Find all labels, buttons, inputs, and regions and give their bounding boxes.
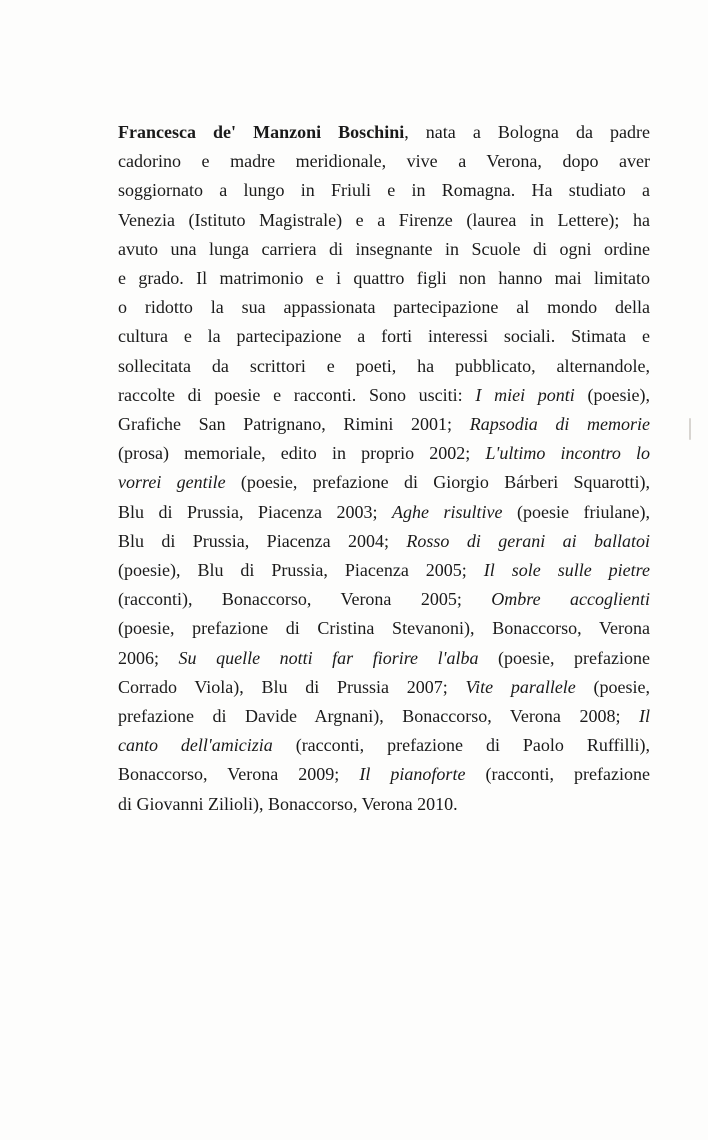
text-line bbox=[118, 468, 650, 497]
book-title: Il sole sulle pietre bbox=[483, 560, 650, 581]
body-text: (poesie, prefazione bbox=[478, 647, 650, 668]
text-line bbox=[118, 527, 650, 556]
book-title: canto dell'amicizia bbox=[118, 735, 273, 756]
book-title: Il pianoforte bbox=[359, 764, 466, 785]
body-text: prefazione di Davide Argnani), Bonaccorso, Verona 2008; bbox=[118, 706, 639, 727]
text-line bbox=[118, 731, 650, 760]
book-title: Rosso di gerani ai ballatoi bbox=[406, 530, 650, 551]
text-line bbox=[118, 352, 650, 381]
body-text: (poesie), Blu di Prussia, Piacenza 2005; bbox=[118, 560, 484, 581]
body-text: (poesie, prefazione di Giorgio Bárberi Squarotti), bbox=[225, 472, 650, 493]
text-line bbox=[118, 556, 650, 585]
body-text: Blu di Prussia, Piacenza 2003; bbox=[118, 501, 393, 522]
body-text: di Giovanni Zilioli), Bonaccorso, Verona 2010. bbox=[118, 793, 458, 814]
paper-speck bbox=[689, 418, 691, 440]
book-title: Su quelle notti far fiorire l'alba bbox=[178, 647, 479, 668]
body-text: Blu di Prussia, Piacenza 2004; bbox=[118, 530, 407, 551]
text-line bbox=[118, 439, 650, 468]
author-name: Francesca de' Manzoni Boschini bbox=[118, 122, 405, 142]
book-title: Il bbox=[639, 706, 650, 727]
book-title: Rapsodia di memorie bbox=[469, 414, 651, 435]
text-line bbox=[118, 498, 650, 527]
book-title: L'ultimo incontro lo bbox=[485, 443, 650, 464]
body-text: , nata a Bologna da padre bbox=[404, 122, 650, 142]
book-title: vorrei gentile bbox=[118, 472, 226, 493]
body-text: Corrado Viola), Blu di Prussia 2007; bbox=[118, 676, 466, 697]
book-title: I miei ponti bbox=[475, 384, 575, 405]
text-line bbox=[118, 147, 650, 176]
book-title: Aghe risultive bbox=[392, 501, 503, 522]
text-line bbox=[118, 790, 650, 819]
body-text: (racconti, prefazione di Paolo Ruffilli), bbox=[272, 735, 651, 756]
text-line bbox=[118, 381, 650, 410]
text-line bbox=[118, 410, 650, 439]
text-line bbox=[118, 293, 650, 322]
book-title: Vite parallele bbox=[465, 676, 576, 697]
text-line bbox=[118, 235, 650, 264]
body-text: soggiornato a lungo in Friuli e in Romagna. Ha studiato a bbox=[118, 180, 650, 201]
body-text: Venezia (Istituto Magistrale) e a Firenze (laurea in Lettere); ha bbox=[118, 209, 650, 230]
body-text: sollecitata da scrittori e poeti, ha pubblicato, alternandole, bbox=[118, 355, 650, 376]
body-text: Bonaccorso, Verona 2009; bbox=[118, 764, 360, 785]
body-text: Grafiche San Patrignano, Rimini 2001; bbox=[118, 414, 470, 435]
book-title: Ombre accoglienti bbox=[491, 589, 651, 610]
text-line bbox=[118, 206, 650, 235]
body-text: (poesie, bbox=[575, 676, 651, 697]
text-line bbox=[118, 702, 650, 731]
text-line bbox=[118, 614, 650, 643]
body-text: o ridotto la sua appassionata partecipazione al mondo della bbox=[118, 297, 650, 318]
body-text: e grado. Il matrimonio e i quattro figli non hanno mai limitato bbox=[118, 268, 650, 289]
text-line bbox=[118, 760, 650, 789]
body-text: (poesie friulane), bbox=[502, 501, 650, 522]
body-text: 2006; bbox=[118, 647, 179, 668]
body-text: (prosa) memoriale, edito in proprio 2002; bbox=[118, 443, 486, 464]
author-biography bbox=[118, 118, 650, 819]
text-line bbox=[118, 264, 650, 293]
body-text: (poesie, prefazione di Cristina Stevanoni), Bonaccorso, Verona bbox=[118, 618, 650, 639]
body-text: avuto una lunga carriera di insegnante in Scuole di ogni ordine bbox=[118, 238, 650, 259]
body-text: (racconti, prefazione bbox=[465, 764, 650, 785]
text-line bbox=[118, 322, 650, 351]
body-text: cadorino e madre meridionale, vive a Verona, dopo aver bbox=[118, 151, 650, 172]
text-line bbox=[118, 673, 650, 702]
text-line bbox=[118, 585, 650, 614]
text-line bbox=[118, 176, 650, 205]
text-line bbox=[118, 118, 650, 147]
body-text: raccolte di poesie e racconti. Sono usciti: bbox=[118, 384, 476, 405]
body-text: cultura e la partecipazione a forti interessi sociali. Stimata e bbox=[118, 326, 650, 347]
body-text: (poesie), bbox=[574, 384, 650, 405]
body-text: (racconti), Bonaccorso, Verona 2005; bbox=[118, 589, 492, 610]
text-line bbox=[118, 644, 650, 673]
